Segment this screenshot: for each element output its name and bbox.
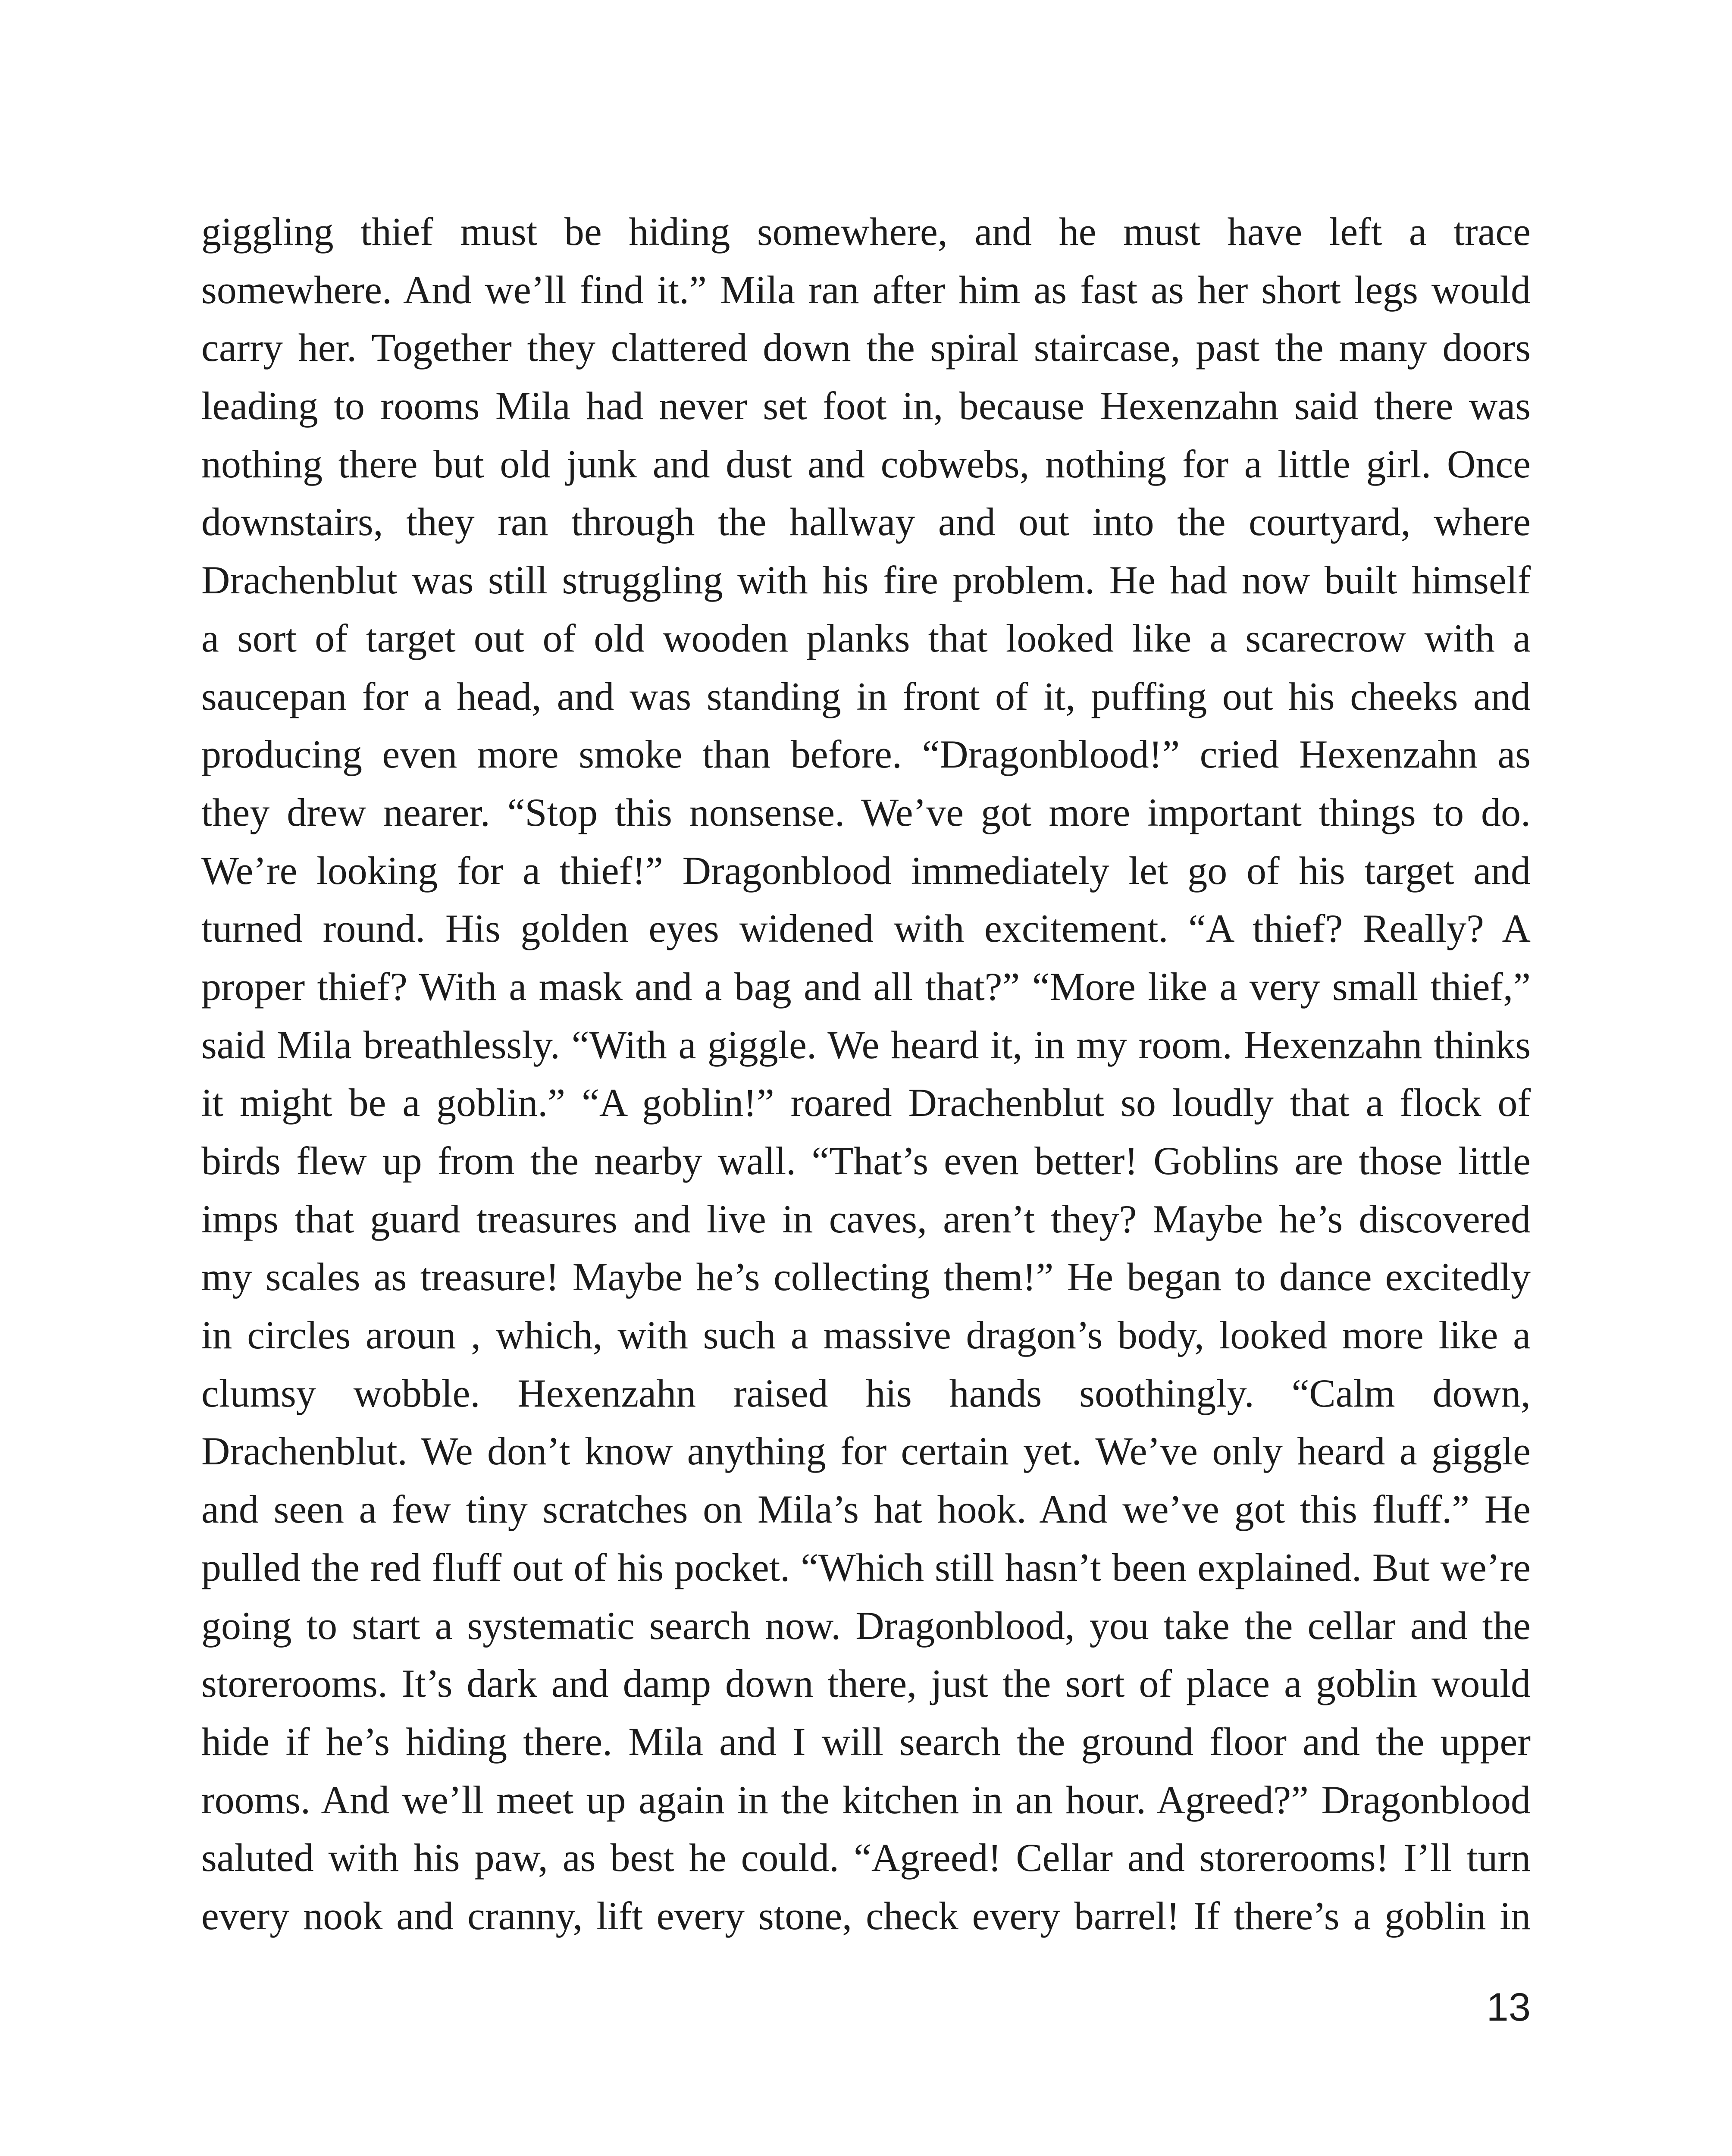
text-line: birds flew up from the nearby wall. “That’s even better! Goblins are those little xyxy=(201,1139,1531,1183)
text-line: saucepan for a head, and was standing in front of it, puffing out his cheeks and xyxy=(201,674,1531,718)
text-line: giggling thief must be hiding somewhere, and he must have left a trace xyxy=(201,210,1531,254)
text-line: Drachenblut. We don’t know anything for certain yet. We’ve only heard a giggle xyxy=(201,1429,1531,1473)
text-line: leading to rooms Mila had never set foot in, because Hexenzahn said there was xyxy=(201,384,1531,428)
text-line: somewhere. And we’ll find it.” Mila ran after him as fast as her short legs would xyxy=(201,267,1531,312)
text-line: saluted with his paw, as best he could. “Agreed! Cellar and storerooms! I’ll turn xyxy=(201,1836,1531,1880)
text-line: clumsy wobble. Hexenzahn raised his hands soothingly. “Calm down, xyxy=(201,1371,1531,1415)
text-line: hide if he’s hiding there. Mila and I will search the ground floor and the upper xyxy=(201,1719,1531,1764)
text-line: in circles aroun , which, with such a massive dragon’s body, looked more like a xyxy=(201,1313,1531,1357)
text-line: carry her. Together they clattered down the spiral staircase, past the many doors xyxy=(201,326,1531,370)
text-line: they drew nearer. “Stop this nonsense. We’ve got more important things to do. xyxy=(201,790,1531,834)
text-line: Drachenblut was still struggling with his fire problem. He had now built himself xyxy=(201,558,1531,602)
text-line: pulled the red fluff out of his pocket. “Which still hasn’t been explained. But we’re xyxy=(201,1545,1531,1589)
text-line: proper thief? With a mask and a bag and all that?” “More like a very small thief,” xyxy=(201,964,1531,1009)
text-line: said Mila breathlessly. “With a giggle. We heard it, in my room. Hexenzahn thinks xyxy=(201,1022,1531,1067)
text-line: storerooms. It’s dark and damp down there, just the sort of place a goblin would xyxy=(201,1661,1531,1706)
text-line: downstairs, they ran through the hallway and out into the courtyard, where xyxy=(201,500,1531,544)
text-line: every nook and cranny, lift every stone, check every barrel! If there’s a goblin in xyxy=(201,1893,1531,1938)
body-text xyxy=(201,203,1531,1945)
text-line: rooms. And we’ll meet up again in the kitchen in an hour. Agreed?” Dragonblood xyxy=(201,1777,1531,1822)
text-line: going to start a systematic search now. Dragonblood, you take the cellar and the xyxy=(201,1603,1531,1648)
text-line: imps that guard treasures and live in caves, aren’t they? Maybe he’s discovered xyxy=(201,1197,1531,1241)
text-line: turned round. His golden eyes widened with excitement. “A thief? Really? A xyxy=(201,906,1531,951)
page-number: 13 xyxy=(1486,1985,1531,2029)
text-line: nothing there but old junk and dust and cobwebs, nothing for a little girl. Once xyxy=(201,442,1531,486)
text-line: producing even more smoke than before. “Dragonblood!” cried Hexenzahn as xyxy=(201,732,1531,777)
text-line: it might be a goblin.” “A goblin!” roared Drachenblut so loudly that a flock of xyxy=(201,1081,1531,1125)
text-line: We’re looking for a thief!” Dragonblood immediately let go of his target and xyxy=(201,848,1531,893)
text-line: my scales as treasure! Maybe he’s collecting them!” He began to dance excitedly xyxy=(201,1255,1531,1299)
text-line: a sort of target out of old wooden planks that looked like a scarecrow with a xyxy=(201,616,1531,660)
text-line: and seen a few tiny scratches on Mila’s hat hook. And we’ve got this fluff.” He xyxy=(201,1487,1531,1532)
